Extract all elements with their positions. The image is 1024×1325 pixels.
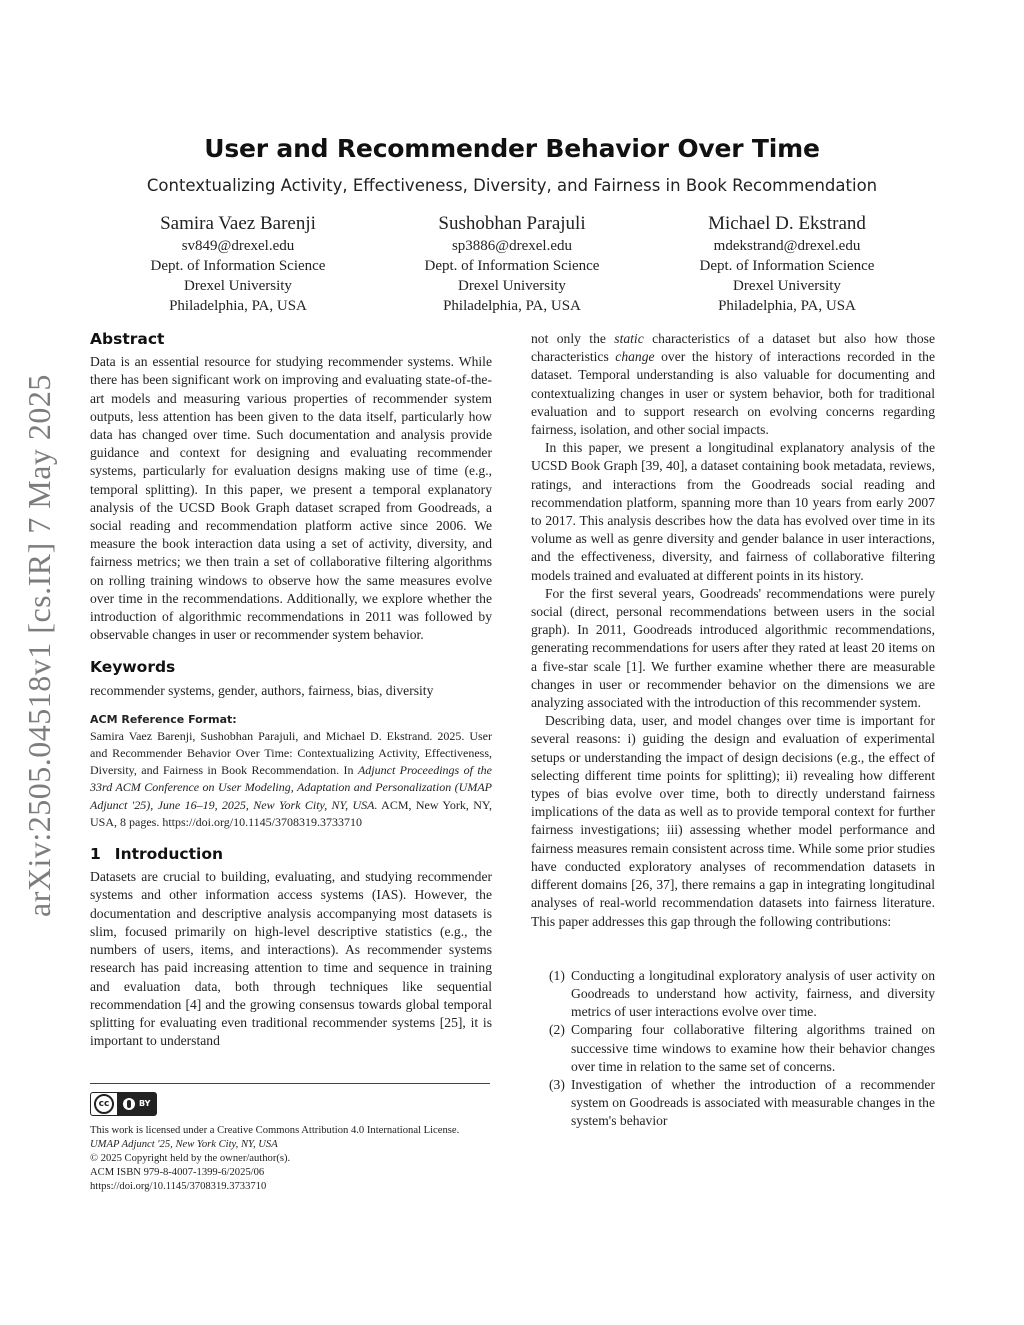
license-text: This work is licensed under a Creative Commons Attribution 4.0 International License. [90,1125,460,1136]
abstract-heading: Abstract [90,330,165,348]
attribution-icon [117,1093,156,1115]
list-item-number: (3) [549,1076,565,1092]
acm-reference-text [90,728,492,831]
contributions-list [531,967,935,1131]
keywords-heading: Keywords [90,658,176,677]
right-column [531,330,935,1131]
author-2 [382,212,642,316]
author-3 [657,212,917,316]
list-item [531,967,935,1022]
doi-text: https://doi.org/10.1145/3708319.3733710 [90,1181,267,1192]
arxiv-identifier-text: arXiv:2505.04518v1 [cs.IR] 7 May 2025 [20,373,57,917]
acm-reference-heading: ACM Reference Format: [90,712,237,726]
acm-reference-citation: Samira Vaez Barenji, Sushobhan Parajuli, and Michael D. Ekstrand. 2025. User and Recommender Behavior Over Time: Contextualizing Activity, Effectiveness, Diversity, and Fairness in Book Recommendation. In [90,728,492,778]
list-item-text: Comparing four collaborative filtering algorithms trained on successive time windows to examine how their behavior changes over time in relation to the same set of concerns. [571,1022,935,1074]
author-1 [108,212,368,316]
introduction-paragraph-1: Datasets are crucial to building, evaluating, and studying recommender systems and other information access systems (IAS). However, the documentation and descriptive analysis accompanying most datasets is slim, focused primarily on high-level descriptive statistics (e.g., the numbers of users, items, and interactions). As recommender systems research has paid increasing attention to time and sequence in training and evaluation data, both through techniques like sequential recommendation [4] and the growing consensus towards global temporal splitting for evaluating even traditional recommender systems [25], it is important to understand [90,869,492,1049]
list-item [531,1021,935,1076]
author-dept: Dept. of Information Science [699,258,875,274]
list-item [531,1076,935,1131]
list-item-number: (1) [549,967,565,983]
author-email: sp3886@drexel.edu [451,238,573,254]
list-item-text: Conducting a longitudinal exploratory analysis of user activity on Goodreads to understand how activity, fairness, and diversity metrics of user interactions evolve over time. [571,967,935,1020]
emphasis-change: change [615,349,655,365]
paper-subtitle: Contextualizing Activity, Effectiveness, Diversity, and Fairness in Book Recommendation [146,176,878,195]
cc-by-badge [90,1092,157,1116]
author-location: Philadelphia, PA, USA [718,298,856,314]
author-location: Philadelphia, PA, USA [169,298,307,314]
text-run: not only the [531,331,615,346]
copyright-text: © 2025 Copyright held by the owner/author(s). [90,1153,291,1164]
person-icon [123,1098,135,1110]
author-name: Sushobhan Parajuli [438,213,586,234]
introduction-paragraph-3: For the first several years, Goodreads' recommendations were purely social (direct, personal recommendations between users in the social graph). In 2011, Goodreads introduced algorithmic recommendations, generating recommendations for users after they rated at least 20 items on a five-star scale [1]. We further examine whether there are measurable changes in user or recommender behavior on the dimensions we are analyzing associated with the introduction of this recommender system. [531,585,935,711]
acm-reference-publisher: ACM, New York, NY, USA, 8 pages. https://doi.org/10.1145/3708319.3733710 [90,797,492,829]
text-run: characteristics of a dataset but also how those characteristics [531,331,936,365]
acm-reference-venue: Adjunct Proceedings of the 33rd ACM Conference on User Modeling, Adaptation and Personalization (UMAP Adjunct '25), June 16–19, 2025, New York City, NY, USA. [90,763,492,812]
author-dept: Dept. of Information Science [150,258,326,274]
author-dept: Dept. of Information Science [424,258,600,274]
author-university: Drexel University [184,278,292,294]
left-column [90,330,492,1050]
abstract-text: Data is an essential resource for studying recommender systems. While there has been significant work on improving and evaluating state-of-the-art models and measuring various properties of recommender system outputs, less attention has been given to the data itself, particularly how data has changed over time. Such documentation and analysis provide guidance and context for designing and evaluating recommender systems, particularly for evaluation designs making use of time (e.g., temporal splitting). In this paper, we present a temporal explanatory analysis of the UCSD Book Graph dataset scraped from Goodreads, a social reading and recommendation platform active since 2006. We measure the book interaction data using a set of activity, diversity, and fairness metrics; we then train a set of collaborative filtering algorithms on rolling training windows to observe how the same measures evolve over time in the recommendations. Additionally, we explore whether the introduction of algorithmic recommendations in 2011 was followed by observable changes in user or recommender system behavior. [90,354,492,643]
paper-title: User and Recommender Behavior Over Time [204,134,820,163]
license-footnote [90,1083,500,1194]
introduction-paragraph-continued [531,330,935,439]
introduction-heading [90,845,492,863]
cc-by-label: BY [139,1099,151,1108]
footnote-rule [90,1083,490,1084]
venue-text: UMAP Adjunct '25, New York City, NY, USA [90,1139,278,1150]
author-university: Drexel University [733,278,841,294]
keywords-text: recommender systems, gender, authors, fairness, bias, diversity [90,682,434,698]
author-name: Michael D. Ekstrand [708,213,866,234]
introduction-paragraph-2: In this paper, we present a longitudinal explanatory analysis of the UCSD Book Graph [39, 40], a dataset containing book metadata, reviews, ratings, and interactions from the Goodreads social reading and recommendation platform, spanning more than 10 years from early 2007 to 2017. This analysis describes how the data has evolved over time in its volume as well as genre diversity and gender balance in user interactions, and the effectiveness, diversity, and fairness of collaborative filtering models trained and evaluated at different points in its history. [531,440,935,583]
list-item-text: Investigation of whether the introduction of a recommender system on Goodreads is associated with measurable changes in the system's behavior [571,1076,935,1129]
creative-commons-icon: cc [94,1094,114,1114]
emphasis-static: static [614,331,644,346]
text-run: over the history of interactions recorded in the dataset. Temporal understanding is also valuable for documenting and contextualizing changes in user or system behavior, both for traditional evaluation and to support research on evolving concerns regarding fairness, isolation, and other social impacts. [531,349,935,438]
author-email: mdekstrand@drexel.edu [713,238,861,254]
section-title: Introduction [114,845,224,864]
isbn-text: ACM ISBN 979-8-4007-1399-6/2025/06 [90,1167,265,1178]
arxiv-identifier [6,360,72,930]
section-number: 1 [90,845,101,864]
list-item-number: (2) [549,1022,565,1038]
author-name: Samira Vaez Barenji [160,213,316,234]
author-email: sv849@drexel.edu [181,238,295,254]
introduction-paragraph-4: Describing data, user, and model changes over time is important for several reasons: i) guiding the design and evaluation of experimental setups or understanding the impact of design decisions (e.g., the effect of selecting different time points for splitting); ii) revealing how different types of bias evolve over time, both to directly understand fairness implications of the data as well as to provide temporal context for further fairness investigations; iii) assessing whether model performance and fairness measures remain consistent across time. While some prior studies have conducted exploratory analyses of recommendation datasets in different domains [26, 37], there remains a gap in integrating longitudinal analyses of real-world recommendation datasets into fairness literature. This paper addresses this gap through the following contributions: [531,713,935,929]
author-university: Drexel University [458,278,566,294]
author-location: Philadelphia, PA, USA [443,298,581,314]
